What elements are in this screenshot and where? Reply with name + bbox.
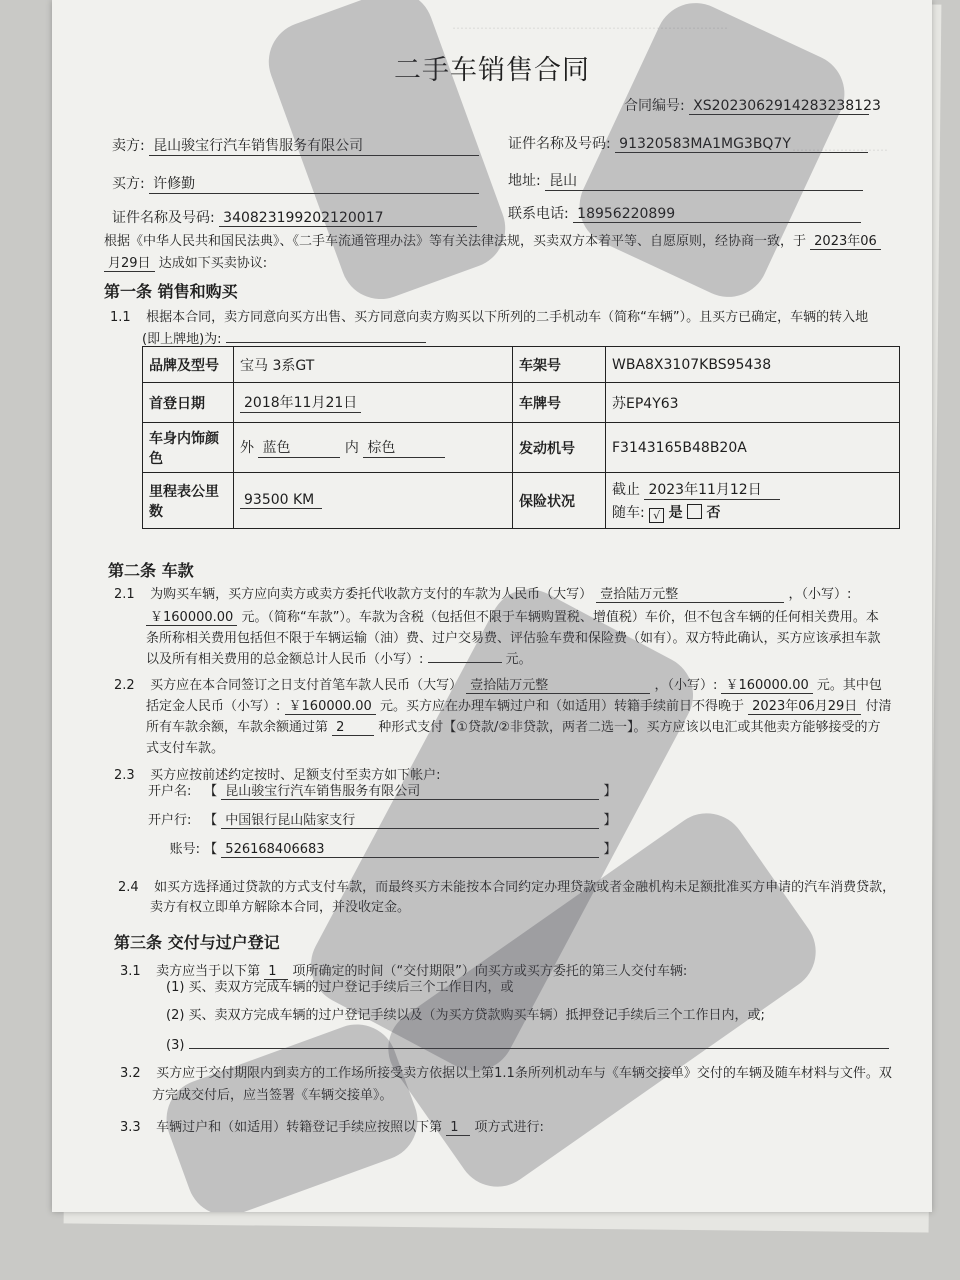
option-number: (3) (166, 1038, 185, 1053)
clause-text: 项所确定的时间（“交付期限”）向买方或买方委托的第三人交付车辆: (292, 964, 688, 979)
no-checkbox[interactable] (687, 504, 702, 519)
first-payment-amount: ￥160000.00 (721, 674, 812, 694)
clause-text: 元。其中包 (816, 678, 882, 693)
clause-2-1-line-1 (114, 583, 851, 603)
with-car-label: 随车: (612, 504, 645, 521)
clause-text: 项方式进行: (474, 1120, 544, 1135)
color-label: 车身内饰颜色 (143, 423, 234, 473)
bracket-right: 】 (603, 784, 617, 799)
deposit-amount: ￥160000.00 (285, 695, 376, 715)
engine-value: F3143165B48B20A (606, 423, 900, 473)
clause-number: 2.4 (118, 880, 139, 895)
insurance-until-label: 截止 (612, 481, 640, 498)
delivery-option-1: (1) 买、卖双方完成车辆的过户登记手续后三个工作日内，或 (166, 980, 514, 995)
table-row (143, 383, 900, 423)
registration-place-label: (即上牌地)为: (142, 332, 222, 347)
delivery-option-number: 1 (264, 964, 288, 980)
mileage-cell (234, 473, 513, 529)
outer-color-value: 蓝色 (258, 437, 340, 458)
buyer-phone: 18956220899 (573, 206, 861, 223)
insurance-until-date: 2023年11月12日 (644, 479, 780, 500)
clause-text: 所有车款余额，车款余额通过第 (146, 720, 329, 735)
clause-number: 3.1 (120, 964, 141, 979)
brand-value: 宝马 3系GT (234, 347, 513, 383)
bleed-through-text: …………………… (792, 140, 888, 154)
price-amount: ￥160000.00 (146, 606, 237, 626)
bleed-through-text: …………………………………………………………… (452, 18, 728, 32)
clause-text: 元。（简称“车款”）。车款为含税（包括但不限于车辆购置税、增值税）车价，但不包含车辆的任何相关费用。本 (241, 610, 879, 625)
clause-text: 为购买车辆，买方应向卖方或卖方委托代收款方支付的车款为人民币（大写） (150, 587, 593, 602)
vehicle-info-table (142, 346, 900, 529)
clause-1-1 (110, 306, 868, 325)
reg-date-cell (234, 383, 513, 423)
buyer-cert-label: 证件名称及号码: (112, 210, 215, 226)
transfer-option-number: 1 (446, 1120, 470, 1136)
payment-method: 2 (332, 720, 374, 736)
table-row (143, 473, 900, 529)
insurance-cell (606, 473, 900, 529)
clause-2-2-line-4: 式支付车款。 (146, 741, 225, 756)
seller-cert-number: 91320583MA1MG3BQ7Y (615, 136, 868, 153)
account-number: 526168406683 (221, 842, 599, 858)
clause-text: 卖方应当于以下第 (156, 964, 261, 979)
contract-page (52, 0, 932, 1212)
account-name-label: 开户名: (148, 784, 192, 799)
mileage-label: 里程表公里数 (143, 473, 234, 529)
registration-place-blank (226, 328, 426, 343)
agreement-date-year-month: 2023年06 (810, 230, 881, 250)
clause-text: 车辆过户和（如适用）转籍登记手续应按照以下第 (156, 1120, 443, 1135)
plate-value: 苏EP4Y63 (606, 383, 900, 423)
with-car-row (612, 502, 893, 523)
vin-label: 车架号 (513, 347, 606, 383)
seller-label: 卖方: (112, 138, 145, 154)
account-name: 昆山骏宝行汽车销售服务有限公司 (221, 780, 599, 800)
clause-text: 括定金人民币（小写）: (146, 699, 281, 714)
article-2-heading: 第二条 车款 (108, 561, 194, 580)
insurance-label: 保险状况 (513, 473, 606, 529)
clause-number: 1.1 (110, 310, 131, 325)
intro-text-2: 达成如下买卖协议: (158, 256, 268, 271)
clause-number: 3.2 (120, 1066, 141, 1081)
agreement-date-day: 月29日 (104, 252, 155, 272)
seller-cert-label: 证件名称及号码: (508, 136, 611, 152)
clause-text: 买方应于交付期限内到卖方的工作场所接受卖方依据以上第1.1条所列机动车与《车辆交接单》交付的车辆及随车材料与文件。双 (156, 1066, 892, 1081)
seller-name: 昆山骏宝行汽车销售服务有限公司 (149, 135, 479, 156)
clause-number: 2.3 (114, 768, 135, 783)
clause-number: 2.2 (114, 678, 135, 693)
clause-text: 元。 (505, 652, 532, 667)
clause-1-1-line-2 (142, 328, 426, 347)
buyer-label: 买方: (112, 176, 145, 192)
clause-2-4-line-2: 卖方有权立即单方解除本合同，并没收定金。 (150, 900, 411, 915)
clause-text: 付清 (865, 699, 892, 714)
clause-text: ，（小写）: (654, 678, 718, 693)
bank-label: 开户行: (148, 813, 192, 828)
inner-color-label: 内 (344, 440, 359, 456)
clause-2-1-line-3: 条所称相关费用包括但不限于车辆运输（油）费、过户交易费、评估验车费和保险费（如有）。双方特此确认，买方应该承担车款 (146, 631, 881, 646)
bank-name: 中国银行昆山陆家支行 (221, 809, 599, 829)
article-3-heading: 第三条 交付与过户登记 (114, 933, 280, 952)
clause-3-2-line-2: 方完成交付后，应当签署《车辆交接单》。 (152, 1088, 393, 1103)
bracket-right: 】 (603, 842, 617, 857)
buyer-name: 许修勤 (149, 173, 479, 194)
phone-label: 联系电话: (508, 206, 569, 222)
reg-date-label: 首登日期 (143, 383, 234, 423)
balance-due-date: 2023年06月29日 (748, 695, 861, 715)
account-number-label: 账号: (169, 842, 200, 857)
engine-label: 发动机号 (513, 423, 606, 473)
delivery-option-2: (2) 买、卖双方完成车辆的过户登记手续以及（为买方贷款购买车辆）抵押登记手续后三个工作日内，或; (166, 1008, 765, 1023)
brand-label: 品牌及型号 (143, 347, 234, 383)
buyer-address: 昆山 (545, 170, 863, 191)
inner-color-value: 棕色 (363, 437, 445, 458)
buyer-cert-number: 340823199202120017 (219, 210, 477, 227)
bracket-right: 】 (603, 813, 617, 828)
clause-text: 买方应在本合同签订之日支付首笔车款人民币（大写） (150, 678, 463, 693)
bracket-left: 【 (204, 842, 218, 857)
address-label: 地址: (508, 173, 541, 189)
clause-text: 如买方选择通过贷款的方式支付车款，而最终买方未能按本合同约定办理贷款或者金融机构未足额批准买方申请的汽车消费贷款， (154, 880, 896, 895)
outer-color-label: 外 (240, 440, 254, 456)
yes-label: 是 (668, 504, 683, 521)
no-label: 否 (706, 504, 721, 521)
contract-number: XS2023062914283238123 (689, 98, 869, 115)
clause-number: 3.3 (120, 1120, 141, 1135)
table-row (143, 347, 900, 383)
plate-label: 车牌号 (513, 383, 606, 423)
first-payment-uppercase: 壹拾陆万元整 (466, 674, 650, 694)
clause-text: 种形式支付【①贷款/②非贷款，两者二选一】。买方应该以电汇或其他卖方能够接受的方 (378, 720, 881, 735)
clause-text: 以及所有相关费用的总金额总计人民币（小写）: (146, 652, 424, 667)
price-uppercase: 壹拾陆万元整 (596, 583, 784, 603)
reg-date-value: 2018年11月21日 (240, 392, 361, 413)
intro-text: 根据《中华人民共和国民法典》、《二手车流通管理办法》等有关法律法规，买卖双方本着平等、自愿原则，经协商一致，于 (104, 234, 807, 249)
vin-value: WBA8X3107KBS95438 (606, 347, 900, 383)
clause-text: ，（小写）: (788, 587, 852, 602)
bracket-left: 【 (204, 784, 218, 799)
clause-number: 2.1 (114, 587, 135, 602)
photo-shadow (566, 0, 857, 310)
clause-text: 根据本合同，卖方同意向买方出售、买方同意向卖方购买以下所列的二手机动车（简称“车辆”）。且买方已确定，车辆的转入地 (146, 310, 869, 325)
article-1-heading: 第一条 销售和购买 (104, 282, 238, 301)
intro-line-2 (104, 252, 267, 272)
yes-checkbox[interactable]: √ (649, 508, 664, 523)
clause-text: 买方应按前述约定按时、足额支付至卖方如下帐户: (150, 768, 441, 783)
page-title: 二手车销售合同 (394, 55, 590, 86)
insurance-until-row (612, 479, 893, 500)
color-cell (234, 423, 513, 473)
table-row (143, 423, 900, 473)
contract-number-label: 合同编号: (624, 98, 685, 114)
mileage-value: 93500 KM (240, 492, 322, 509)
clause-text: 元。买方应在办理车辆过户和（如适用）转籍手续前日不得晚于 (379, 699, 744, 714)
bracket-left: 【 (204, 813, 218, 828)
